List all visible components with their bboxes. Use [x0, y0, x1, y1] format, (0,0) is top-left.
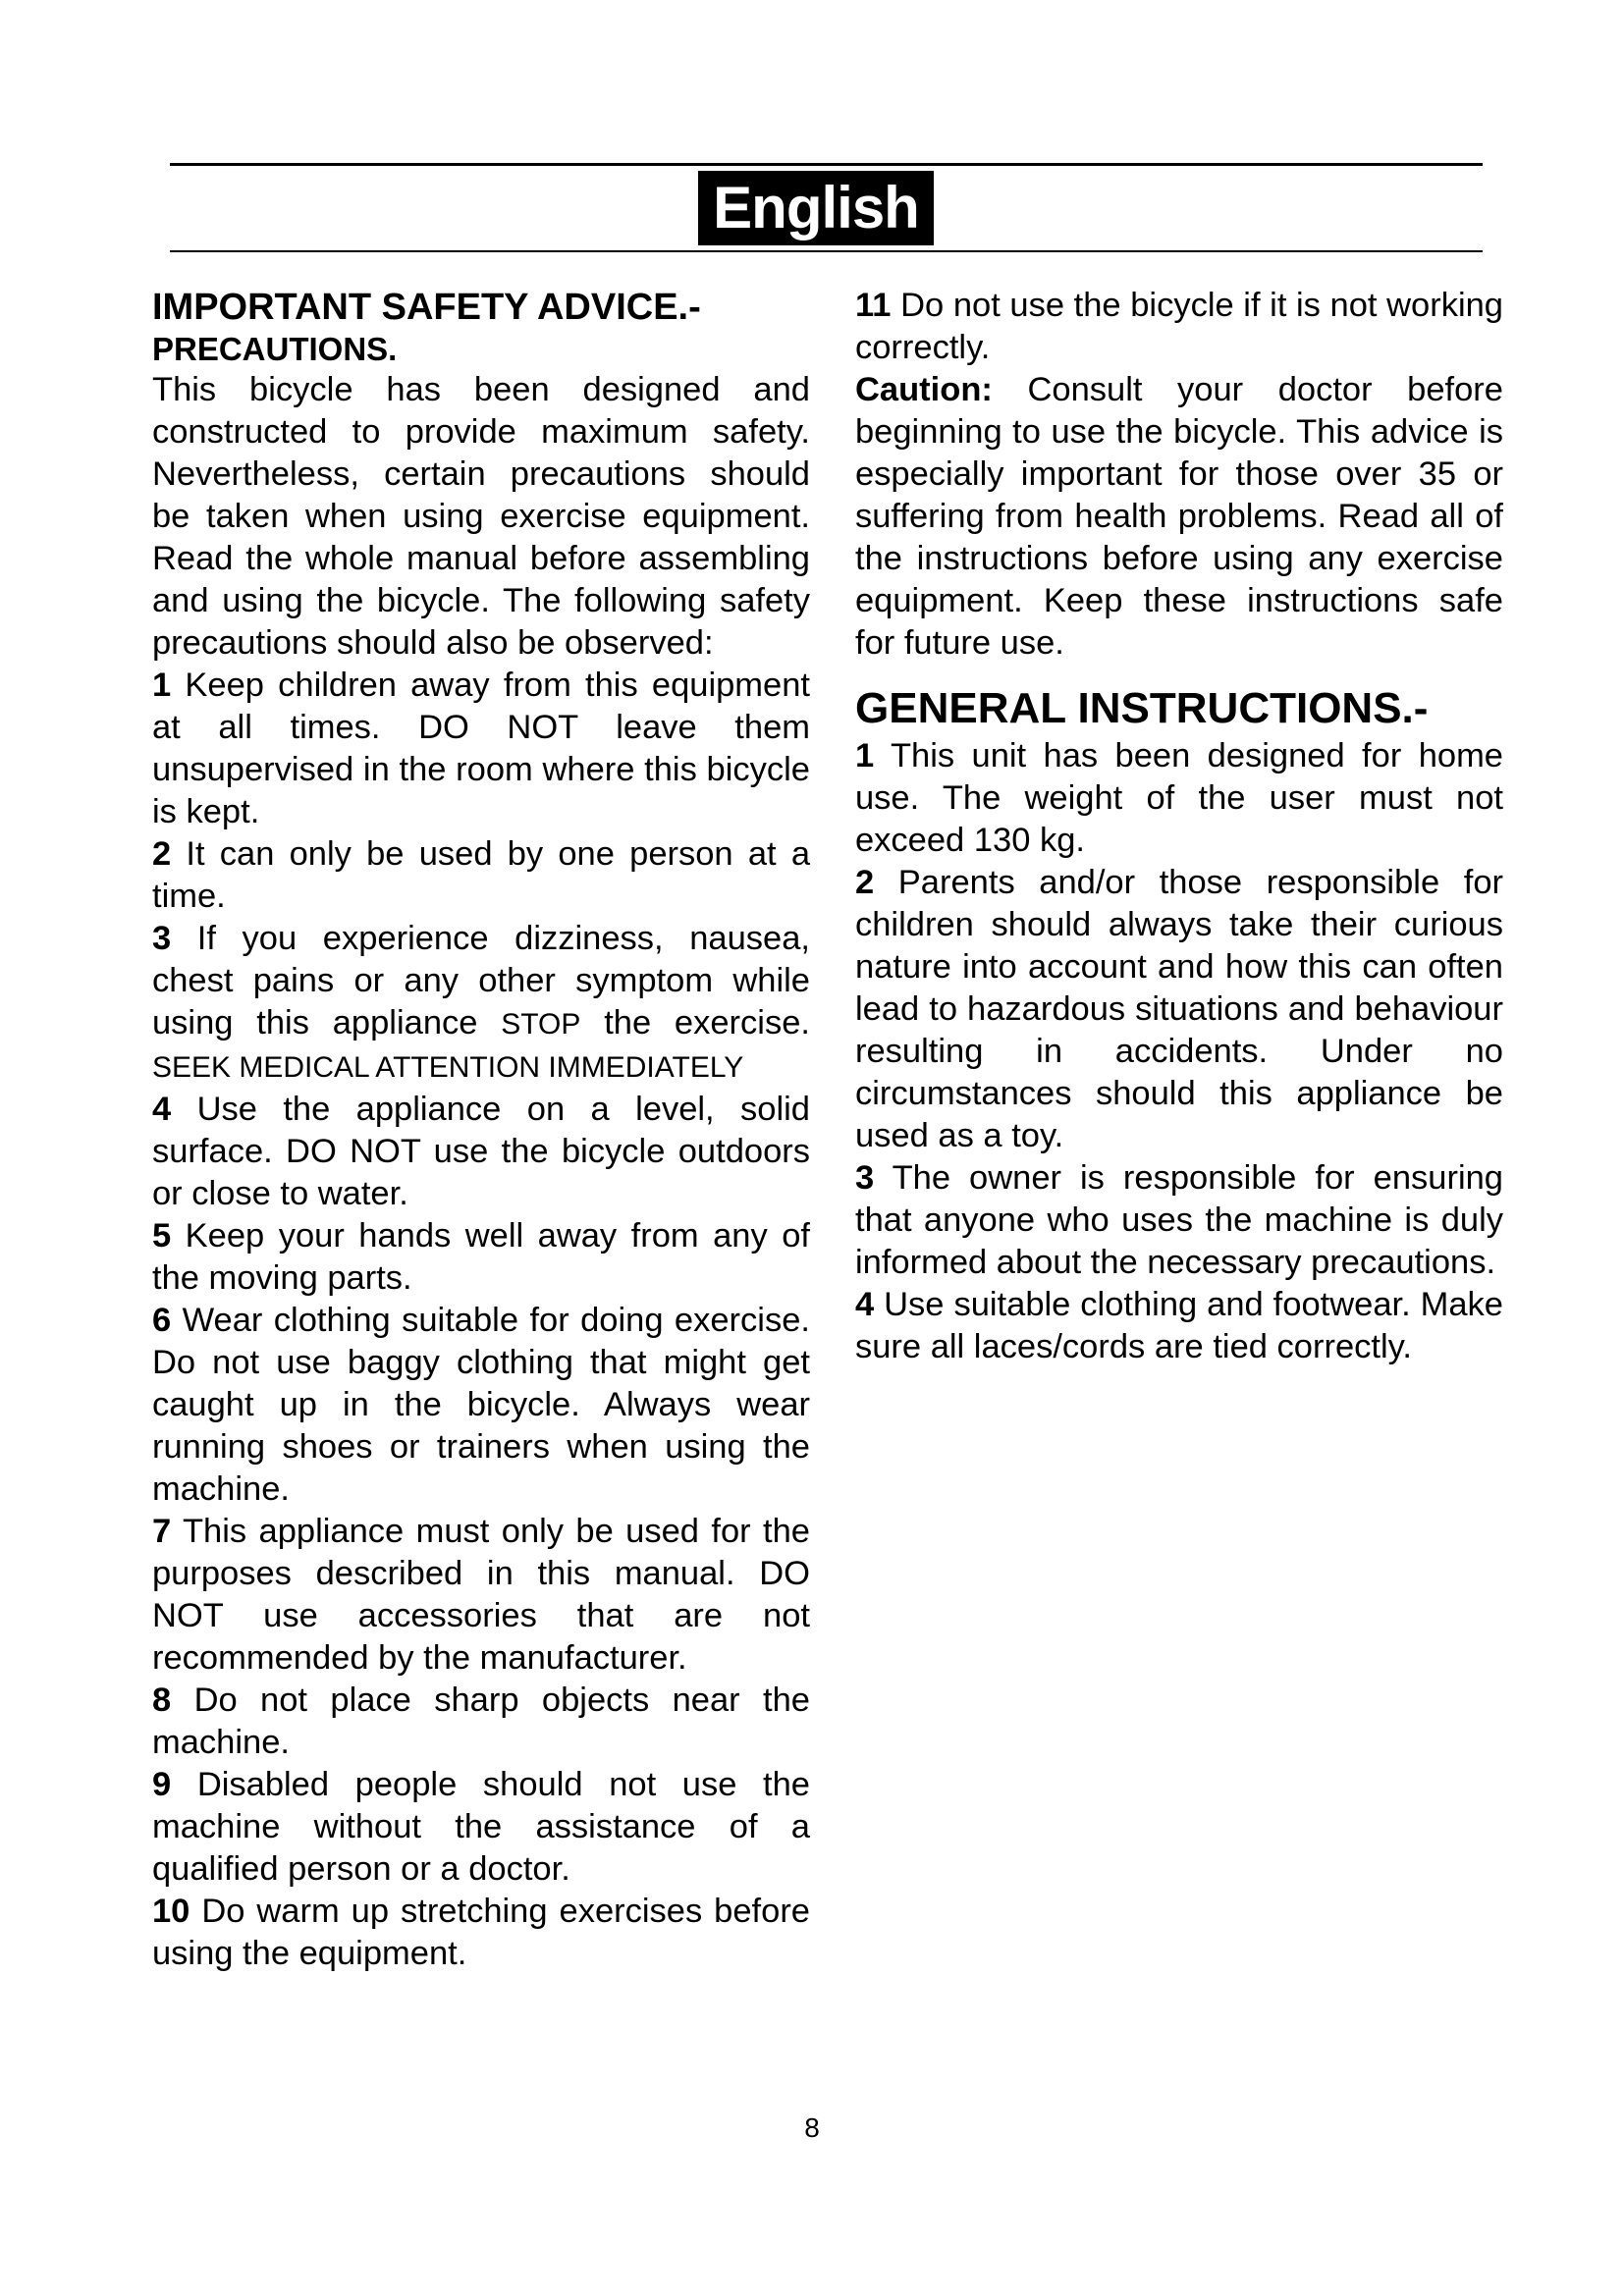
list-item	[152, 665, 810, 833]
list-item	[152, 1891, 810, 1975]
left-column	[152, 285, 810, 1975]
caution-paragraph	[855, 369, 1503, 665]
item-text: This unit has been designed for home use. The weight of the user must not exceed 130 kg.	[855, 737, 1503, 859]
header-rule-top	[170, 163, 1483, 166]
item-number: 1	[152, 667, 172, 704]
safety-advice-heading: IMPORTANT SAFETY ADVICE.-	[152, 287, 701, 328]
list-item	[152, 1680, 810, 1764]
item-number: 5	[152, 1217, 172, 1255]
item-number: 8	[152, 1682, 172, 1719]
list-item	[152, 1089, 810, 1215]
item-text-continued: the exercise.	[604, 1004, 810, 1041]
item-number: 6	[152, 1302, 172, 1339]
item-number: 3	[152, 920, 172, 957]
list-item	[152, 1300, 810, 1511]
caution-label: Caution:	[855, 371, 993, 408]
item-text: Keep your hands well away from any of the moving parts.	[152, 1217, 810, 1297]
list-item	[152, 1511, 810, 1680]
header-rule-bottom	[170, 250, 1483, 252]
item-text: If you experience dizziness, nausea, chest pains or any other symptom while using this appliance	[152, 920, 810, 1041]
item-text: Use suitable clothing and footwear. Make sure all laces/cords are tied correctly.	[855, 1286, 1503, 1365]
list-item	[855, 1157, 1503, 1284]
item-number: 4	[855, 1286, 875, 1323]
medical-attention-text: SEEK MEDICAL ATTENTION IMMEDIATELY	[152, 1051, 744, 1084]
item-text: Keep children away from this equipment at all times. DO NOT leave them unsupervised in the room where this bicycle is kept.	[152, 667, 810, 830]
caution-text: Consult your doctor before beginning to use the bicycle. This advice is especially important for those over 35 or suffering from health problems. Read all of the instructions before using any exercise equipment. Keep these instructions safe for future use.	[855, 371, 1503, 662]
page-number: 8	[804, 2112, 820, 2143]
precautions-subheading: PRECAUTIONS.	[152, 331, 398, 367]
list-item	[855, 735, 1503, 862]
item-text: The owner is responsible for ensuring that anyone who uses the machine is duly informed about the necessary precautions.	[855, 1159, 1503, 1281]
item-text: Wear clothing suitable for doing exercise. Do not use baggy clothing that might get caught up in the bicycle. Always wear running shoes or trainers when using the machine.	[152, 1302, 810, 1508]
language-badge: English	[698, 171, 934, 245]
item-text: Do not place sharp objects near the machine.	[152, 1682, 810, 1761]
item-text: Disabled people should not use the machine without the assistance of a qualified person or a doctor.	[152, 1766, 810, 1888]
item-number: 2	[855, 864, 875, 901]
item-text: It can only be used by one person at a time.	[152, 835, 811, 915]
item-text: Do not use the bicycle if it is not working correctly.	[855, 287, 1503, 366]
item-text: Use the appliance on a level, solid surface. DO NOT use the bicycle outdoors or close to water.	[152, 1091, 810, 1212]
list-item	[152, 918, 810, 1089]
list-item	[152, 1215, 810, 1300]
item-text: This appliance must only be used for the purposes described in this manual. DO NOT use accessories that are not recommended by the manufacturer.	[152, 1513, 810, 1677]
intro-paragraph: This bicycle has been designed and constructed to provide maximum safety. Nevertheless, certain precautions should be taken when using exercise equipment. Read the whole manual before assembling and using the bicycle. The following safety precautions should also be observed:	[152, 371, 810, 662]
item-number: 9	[152, 1766, 172, 1803]
list-item	[855, 862, 1503, 1157]
item-number: 4	[152, 1091, 172, 1128]
item-number: 11	[855, 287, 892, 324]
general-instructions-heading: GENERAL INSTRUCTIONS.-	[855, 684, 1429, 732]
list-item	[152, 1764, 810, 1891]
list-item	[855, 1284, 1503, 1368]
item-number: 1	[855, 737, 875, 774]
item-text: Parents and/or those responsible for children should always take their curious nature into account and how this can often lead to hazardous situations and behaviour resulting in accidents. Under no circumstances should this appliance be used as a toy.	[855, 864, 1503, 1154]
item-number: 7	[152, 1513, 172, 1550]
list-item	[152, 833, 810, 918]
right-column	[855, 285, 1503, 1368]
item-text: Do warm up stretching exercises before using the equipment.	[152, 1893, 810, 1972]
item-number: 3	[855, 1159, 875, 1197]
item-number: 10	[152, 1893, 190, 1930]
item-number: 2	[152, 835, 172, 873]
stop-text: STOP	[501, 1008, 581, 1041]
list-item	[855, 285, 1503, 369]
